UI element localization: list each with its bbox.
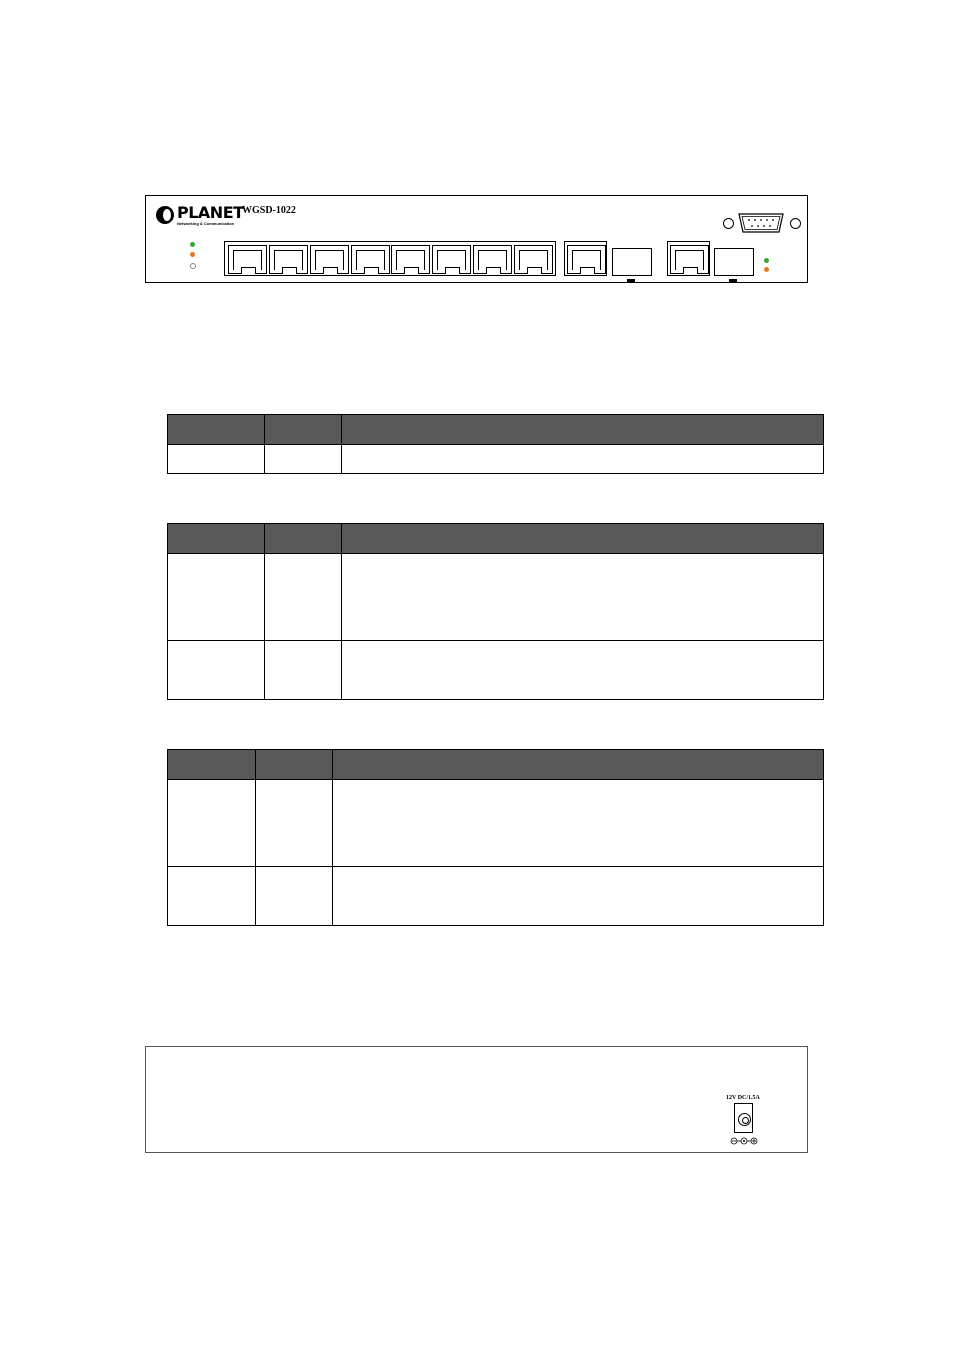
sfp-slot-9[interactable] <box>612 248 652 276</box>
table-cell <box>168 445 265 474</box>
power-rating-label: 12V DC/1.5A <box>726 1095 760 1101</box>
column-header <box>168 415 265 445</box>
table-cell <box>342 554 824 641</box>
mount-screw-icon <box>723 218 734 229</box>
status-led-icon <box>190 252 195 257</box>
table-row <box>168 554 824 641</box>
table-cell <box>265 641 342 700</box>
power-led-icon <box>190 242 195 247</box>
table-cell <box>256 867 333 926</box>
table-cell <box>168 867 256 926</box>
column-header <box>265 415 342 445</box>
combo-rj45-port-10[interactable] <box>667 241 710 276</box>
rj45-port-2[interactable] <box>269 245 308 274</box>
led-table-ports <box>167 523 824 700</box>
sfp-slot-10[interactable] <box>714 248 754 276</box>
rj45-port-10[interactable] <box>670 245 709 274</box>
brand-tagline: Networking & Communication <box>177 221 235 226</box>
rj45-port-3[interactable] <box>310 245 349 274</box>
planet-logo <box>156 203 244 227</box>
db9-connector-icon <box>737 212 785 234</box>
rj45-port-7[interactable] <box>473 245 512 274</box>
rj45-port-5[interactable] <box>391 245 430 274</box>
table-row <box>168 641 824 700</box>
console-port[interactable] <box>737 212 785 234</box>
table-header-row <box>168 524 824 554</box>
table-cell <box>265 554 342 641</box>
table-cell <box>333 780 824 867</box>
column-header <box>333 750 824 780</box>
table-cell <box>342 445 824 474</box>
table-header-row <box>168 750 824 780</box>
column-header <box>168 524 265 554</box>
reset-button[interactable] <box>190 263 196 269</box>
table-row <box>168 867 824 926</box>
rear-panel <box>145 1046 808 1153</box>
column-header <box>256 750 333 780</box>
table-cell <box>168 641 265 700</box>
dc-power-jack[interactable] <box>734 1103 753 1133</box>
rj45-port-4[interactable] <box>351 245 390 274</box>
table-row <box>168 780 824 867</box>
rj45-port-8[interactable] <box>514 245 553 274</box>
combo-indicator-icon <box>729 279 737 283</box>
led-table-system <box>167 414 824 474</box>
table-cell <box>342 641 824 700</box>
column-header <box>342 524 824 554</box>
table-cell <box>168 554 265 641</box>
planet-logo-icon <box>156 206 174 224</box>
mount-screw-icon <box>790 218 801 229</box>
front-panel <box>145 195 808 283</box>
combo-rj45-port-9[interactable] <box>564 241 607 276</box>
model-name: WGSD-1022 <box>242 205 296 216</box>
rj45-port-9[interactable] <box>567 245 606 274</box>
activity-led-icon <box>764 267 769 272</box>
rj45-port-1[interactable] <box>228 245 267 274</box>
column-header <box>168 750 256 780</box>
combo-divider <box>693 282 753 283</box>
power-jack-socket-icon <box>738 1113 751 1126</box>
rj45-port-bank <box>224 241 556 276</box>
table-cell <box>256 780 333 867</box>
table-cell <box>168 780 256 867</box>
combo-divider <box>590 282 650 283</box>
dc-polarity-icon <box>730 1136 758 1146</box>
rj45-port-6[interactable] <box>432 245 471 274</box>
table-cell <box>333 867 824 926</box>
table-header-row <box>168 415 824 445</box>
table-cell <box>265 445 342 474</box>
column-header <box>342 415 824 445</box>
link-led-icon <box>764 258 769 263</box>
table-row <box>168 445 824 474</box>
combo-indicator-icon <box>627 279 635 283</box>
led-table-combo <box>167 749 824 926</box>
brand-name: PLANET <box>177 203 244 222</box>
column-header <box>265 524 342 554</box>
